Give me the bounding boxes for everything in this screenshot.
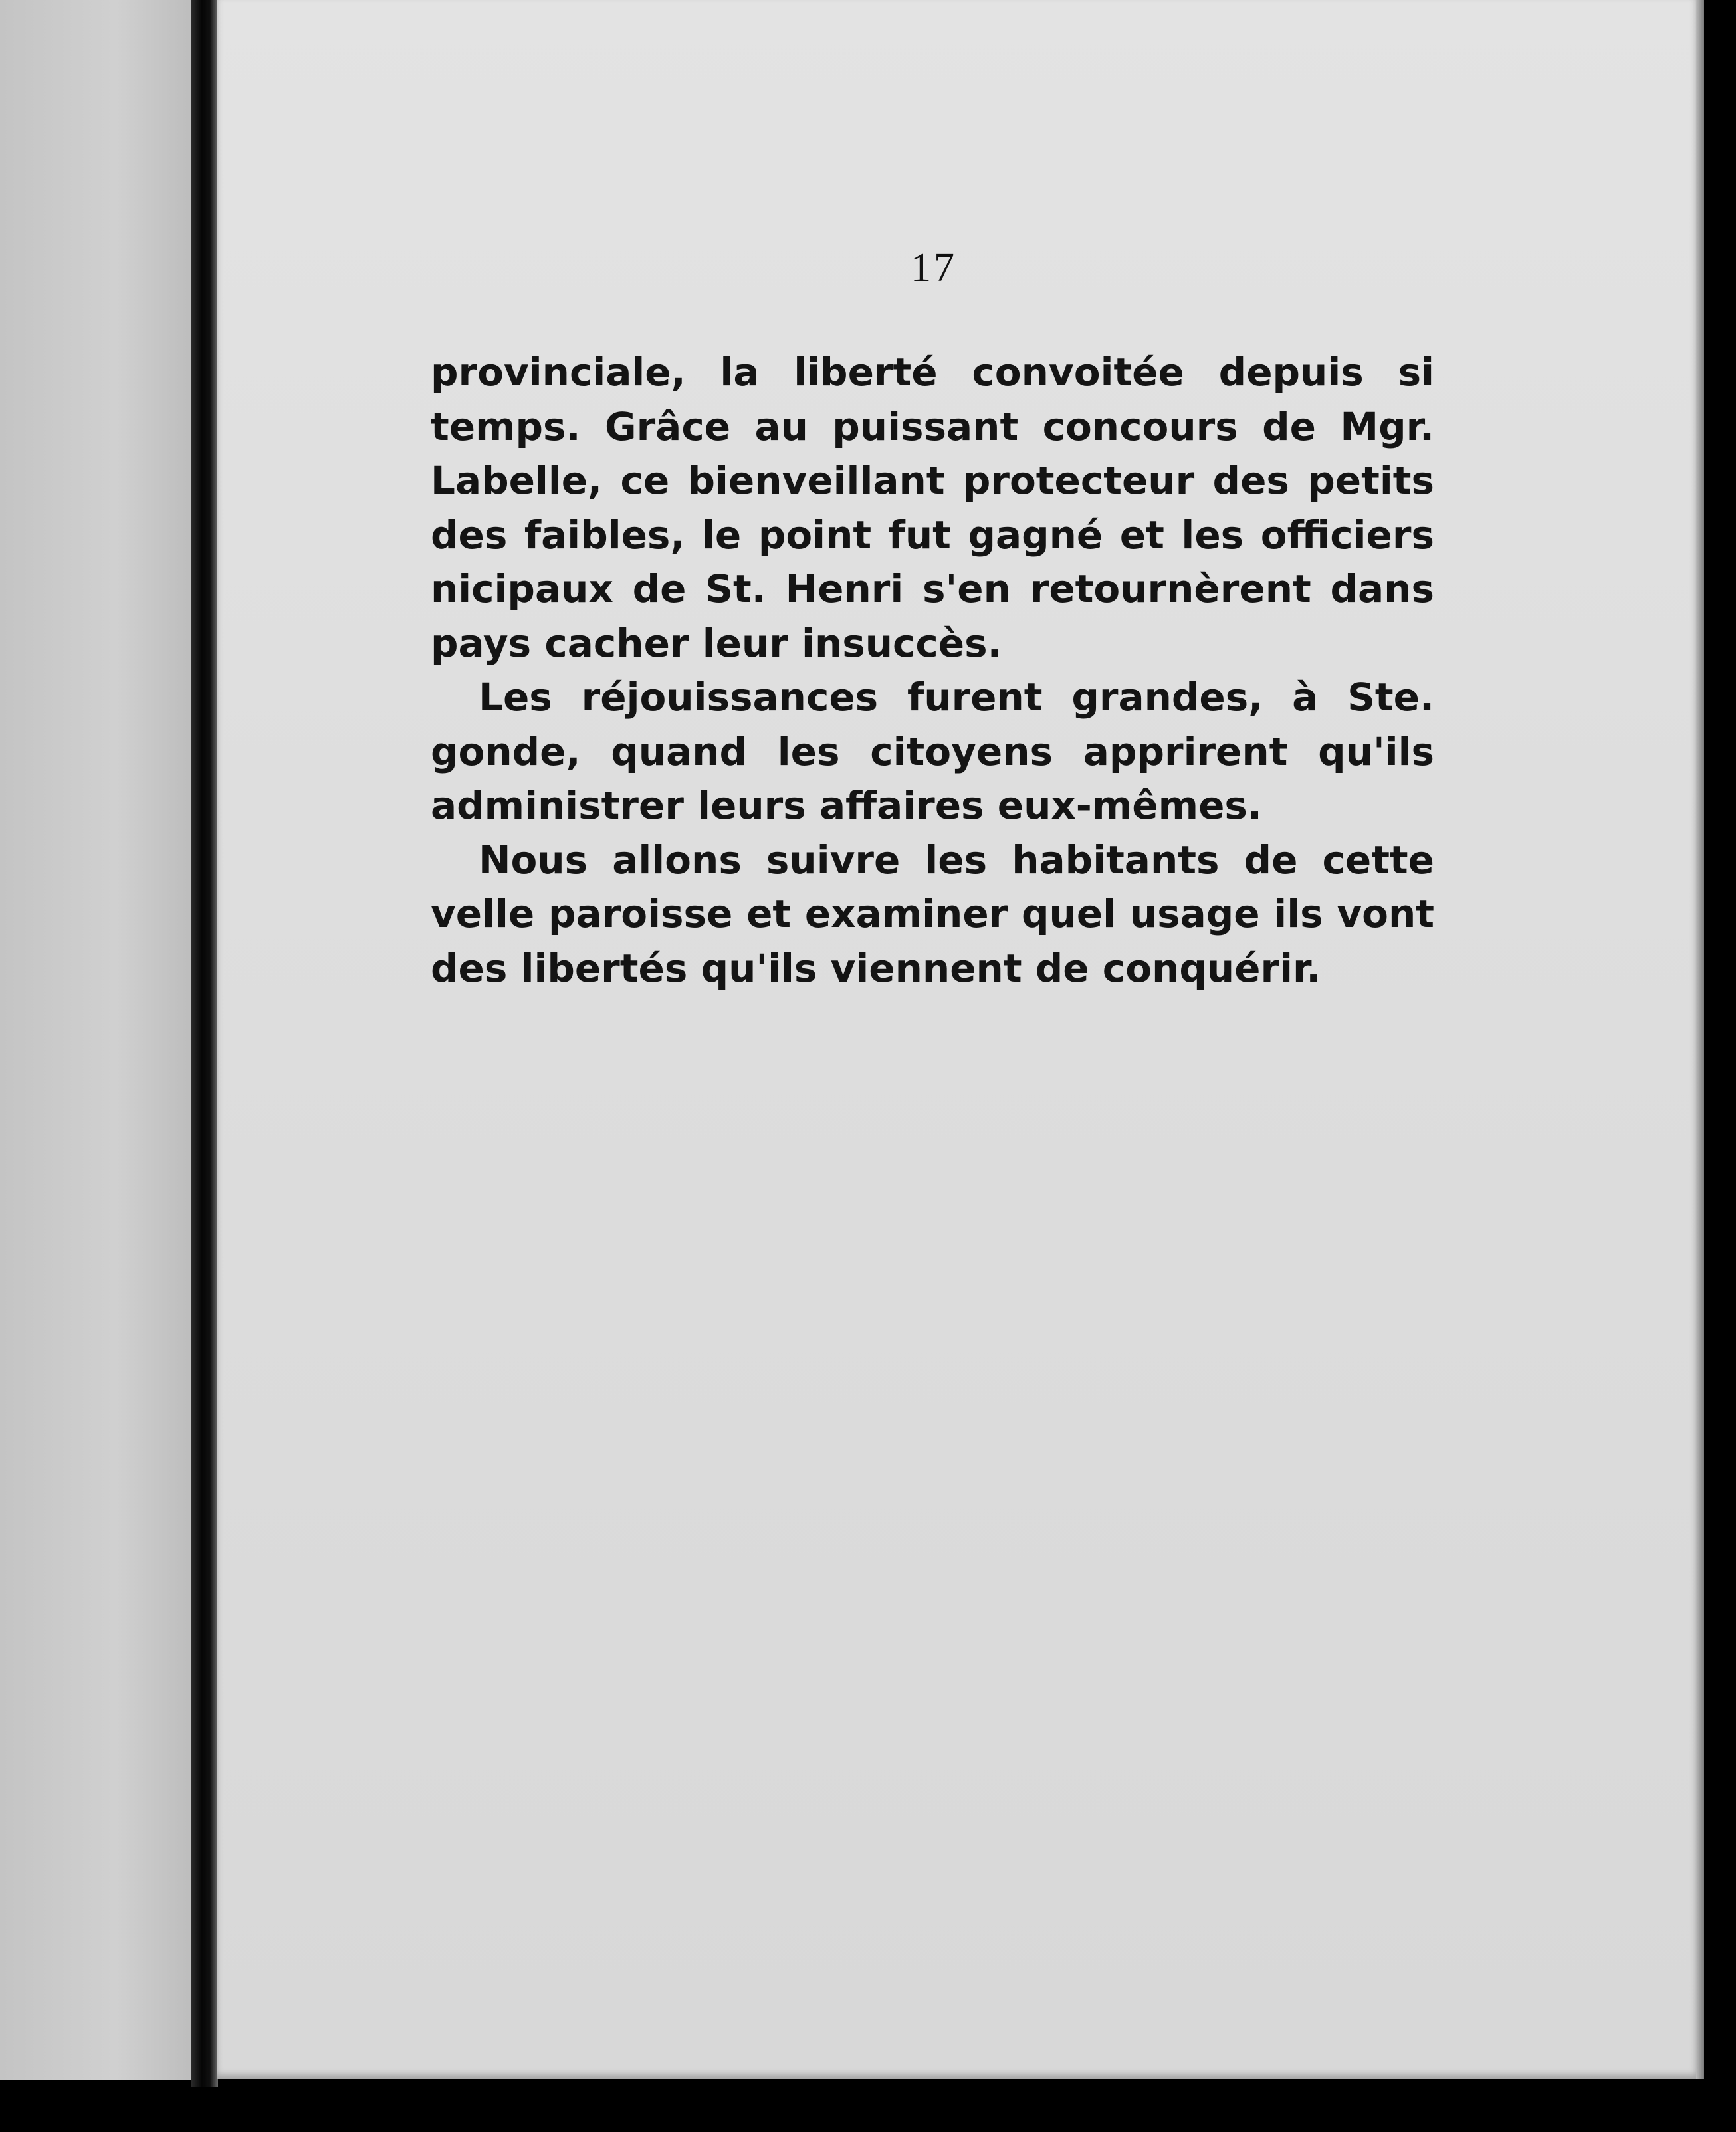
- text-line: des faibles, le point fut gagné et les officiers: [431, 512, 1434, 558]
- text-line: velle paroisse et examiner quel usage ils vont: [431, 891, 1434, 936]
- text-line: administrer leurs affaires eux-mêmes.: [431, 783, 1262, 828]
- text-line: Labelle, ce bienveillant protecteur des petits: [431, 458, 1434, 503]
- text-line: gonde, quand les citoyens apprirent qu'ils: [431, 728, 1434, 774]
- text-line: temps. Grâce au puissant concours de Mgr.: [431, 403, 1434, 449]
- text-line: des libertés qu'ils viennent de conquérir.: [431, 945, 1321, 991]
- text-line: pays cacher leur insuccès.: [431, 620, 1002, 666]
- right-page: [217, 0, 1696, 2079]
- body-text: [431, 346, 1434, 996]
- page-number: 17: [911, 245, 957, 290]
- text-line: provinciale, la liberté convoitée depuis si: [431, 350, 1434, 395]
- left-page-fragment: [0, 0, 193, 2080]
- text-line: Les réjouissances furent grandes, à Ste.: [479, 675, 1434, 720]
- book-gutter: [191, 0, 218, 2087]
- text-line: nicipaux de St. Henri s'en retournèrent dans: [431, 566, 1434, 611]
- text-line: Nous allons suivre les habitants de cette: [479, 837, 1434, 883]
- page-edge: [1696, 0, 1704, 2079]
